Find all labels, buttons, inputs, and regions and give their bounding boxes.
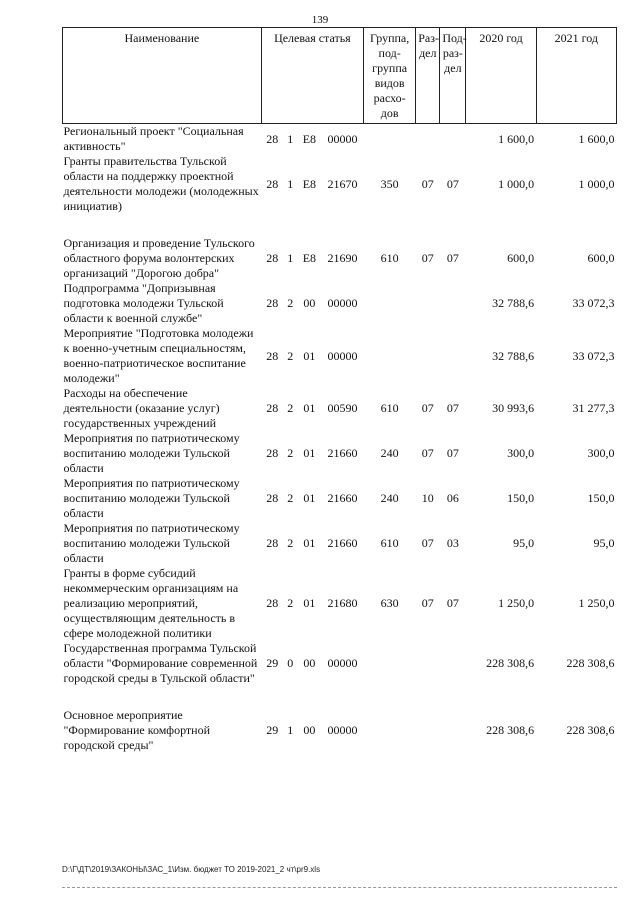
amount-2020: 30 993,6	[492, 401, 535, 415]
section: 07	[421, 536, 434, 550]
section: 07	[421, 446, 434, 460]
header-subsection: Под- раз- дел	[440, 28, 466, 124]
expense-group: 240	[380, 446, 399, 460]
subsection	[440, 124, 466, 155]
code-subprogram: 2	[287, 536, 294, 550]
expense-group	[364, 708, 416, 753]
table-row	[63, 708, 617, 753]
code-subprogram: 1	[287, 131, 294, 146]
code-subprogram: 2	[287, 348, 294, 363]
amount-2020: 150,0	[507, 491, 535, 505]
code-direction: 00000	[327, 723, 358, 737]
code-subprogram: 2	[287, 296, 294, 310]
expense-group: 240	[380, 491, 399, 505]
table-row	[63, 326, 617, 386]
amount-2021: 1 250,0	[578, 596, 615, 610]
code-event: 01	[303, 491, 316, 505]
amount-2021: 31 277,3	[572, 401, 615, 415]
code-direction: 00000	[327, 296, 358, 310]
header-target: Целевая статья	[261, 28, 363, 124]
row-name: Мероприятия по патриотическому воспитанию молодежи Тульской области	[63, 521, 240, 565]
amount-2020: 32 788,6	[492, 296, 535, 310]
table-row	[63, 154, 617, 214]
code-program: 28	[266, 491, 279, 505]
code-event: 01	[303, 536, 316, 550]
amount-2021: 1 600,0	[578, 131, 615, 146]
amount-2021: 1 000,0	[578, 176, 615, 191]
row-name: Государственная программа Тульской области "Формирование современной городской среды в Тульской области"	[63, 641, 258, 685]
amount-2020: 95,0	[513, 536, 535, 550]
subsection: 07	[446, 446, 459, 460]
header-group: Группа, под- группа видов расхо- дов	[364, 28, 416, 124]
code-direction: 21660	[327, 491, 358, 505]
subsection: 06	[446, 491, 459, 505]
code-subprogram: 2	[287, 446, 294, 460]
code-subprogram: 2	[287, 491, 294, 505]
section	[416, 326, 440, 386]
code-program: 28	[266, 536, 279, 550]
page-number: 139	[311, 14, 329, 26]
section: 07	[421, 176, 434, 191]
amount-2020: 32 788,6	[492, 348, 535, 363]
row-name: Гранты в форме субсидий некоммерческим организациям на реализацию мероприятий, осуществляющим деятельность в сфере молодежной политики	[63, 566, 239, 640]
code-subprogram: 2	[287, 401, 294, 415]
amount-2020: 1 250,0	[498, 596, 535, 610]
expense-group: 350	[380, 176, 399, 191]
budget-table	[62, 27, 617, 753]
subsection: 07	[446, 596, 459, 610]
code-program: 29	[266, 723, 279, 737]
row-name: Расходы на обеспечение деятельности (оказание услуг) государственных учреждений	[63, 386, 220, 430]
code-direction: 21660	[327, 536, 358, 550]
expense-group	[364, 281, 416, 326]
header-2020: 2020 год	[466, 28, 536, 124]
code-event: 01	[303, 401, 316, 415]
table-row	[63, 566, 617, 641]
code-event: E8	[302, 251, 317, 265]
section: 07	[421, 401, 434, 415]
bottom-divider	[62, 887, 617, 888]
code-event: 01	[303, 348, 316, 363]
subsection: 07	[446, 176, 459, 191]
code-subprogram: 0	[287, 656, 294, 670]
section: 07	[421, 251, 434, 265]
expense-group	[364, 641, 416, 686]
code-event: 01	[303, 446, 316, 460]
row-name: Мероприятия по патриотическому воспитанию молодежи Тульской области	[63, 431, 240, 475]
expense-group	[364, 326, 416, 386]
header-2021: 2021 год	[536, 28, 616, 124]
spacer	[63, 686, 617, 708]
section	[416, 708, 440, 753]
amount-2021: 228 308,6	[566, 656, 615, 670]
code-program: 28	[266, 251, 279, 265]
amount-2021: 95,0	[593, 536, 615, 550]
budget-table-container	[62, 27, 617, 753]
section	[416, 281, 440, 326]
table-row	[63, 476, 617, 521]
code-program: 28	[266, 446, 279, 460]
subsection	[440, 641, 466, 686]
code-event: E8	[302, 131, 317, 146]
amount-2021: 600,0	[587, 251, 615, 265]
code-direction: 21670	[327, 176, 358, 191]
row-name: Гранты правительства Тульской области на поддержку проектной деятельности молодежи (молодежных инициатив)	[63, 154, 259, 213]
amount-2020: 300,0	[507, 446, 535, 460]
spacer	[63, 214, 617, 236]
section	[416, 641, 440, 686]
code-direction: 21680	[327, 596, 358, 610]
amount-2021: 33 072,3	[572, 348, 615, 363]
section	[416, 124, 440, 155]
code-subprogram: 2	[287, 596, 294, 610]
amount-2021: 150,0	[587, 491, 615, 505]
amount-2021: 228 308,6	[566, 723, 615, 737]
row-name: Мероприятия по патриотическому воспитанию молодежи Тульской области	[63, 476, 240, 520]
header-name: Наименование	[63, 28, 262, 124]
code-program: 28	[266, 176, 279, 191]
section: 07	[421, 596, 434, 610]
code-subprogram: 1	[287, 251, 294, 265]
amount-2021: 300,0	[587, 446, 615, 460]
code-direction: 00000	[327, 348, 358, 363]
subsection	[440, 326, 466, 386]
row-name: Основное мероприятие "Формирование комфортной городской среды"	[63, 708, 211, 752]
table-row	[63, 281, 617, 326]
table-row	[63, 124, 617, 155]
row-name: Региональный проект "Социальная активность"	[63, 124, 244, 153]
expense-group: 610	[380, 401, 399, 415]
spacer-row	[63, 214, 617, 236]
code-subprogram: 1	[287, 176, 294, 191]
table-row	[63, 521, 617, 566]
subsection: 03	[446, 536, 459, 550]
code-event: 00	[303, 656, 316, 670]
subsection	[440, 281, 466, 326]
table-row	[63, 431, 617, 476]
row-name: Подпрограмма "Допризывная подготовка молодежи Тульской области к военной службе"	[63, 281, 224, 325]
amount-2020: 1 000,0	[498, 176, 535, 191]
expense-group: 630	[380, 596, 399, 610]
code-event: 01	[303, 596, 316, 610]
header-section: Раз- дел	[416, 28, 440, 124]
table-header-row	[63, 28, 617, 124]
code-direction: 21690	[327, 251, 358, 265]
subsection	[440, 708, 466, 753]
section: 10	[421, 491, 434, 505]
code-program: 29	[266, 656, 279, 670]
table-row	[63, 236, 617, 281]
code-program: 28	[266, 296, 279, 310]
code-program: 28	[266, 596, 279, 610]
code-subprogram: 1	[287, 723, 294, 737]
code-event: E8	[302, 176, 317, 191]
spacer-row	[63, 686, 617, 708]
table-row	[63, 386, 617, 431]
code-direction: 00590	[327, 401, 358, 415]
expense-group	[364, 124, 416, 155]
row-name: Мероприятие "Подготовка молодежи к военно-учетным специальностям, военно-патриотическое воспитание молодежи"	[63, 326, 254, 385]
code-direction: 21660	[327, 446, 358, 460]
amount-2020: 600,0	[507, 251, 535, 265]
code-direction: 00000	[327, 656, 358, 670]
file-path-footer: D:\Г\ДТ\2019\ЗАКОНЫ\ЗАС_1\Изм. бюджет ТО 2019-2021_2 чт\pr9.xls	[62, 865, 321, 874]
code-program: 28	[266, 348, 279, 363]
code-event: 00	[303, 723, 316, 737]
expense-group: 610	[380, 536, 399, 550]
code-direction: 00000	[327, 131, 358, 146]
row-name: Организация и проведение Тульского областного форума волонтерских организаций "Дорогою добра"	[63, 236, 255, 280]
expense-group: 610	[380, 251, 399, 265]
subsection: 07	[446, 251, 459, 265]
amount-2021: 33 072,3	[572, 296, 615, 310]
code-program: 28	[266, 401, 279, 415]
code-program: 28	[266, 131, 279, 146]
amount-2020: 228 308,6	[486, 656, 535, 670]
code-event: 00	[303, 296, 316, 310]
amount-2020: 228 308,6	[486, 723, 535, 737]
amount-2020: 1 600,0	[498, 131, 535, 146]
subsection: 07	[446, 401, 459, 415]
table-row	[63, 641, 617, 686]
